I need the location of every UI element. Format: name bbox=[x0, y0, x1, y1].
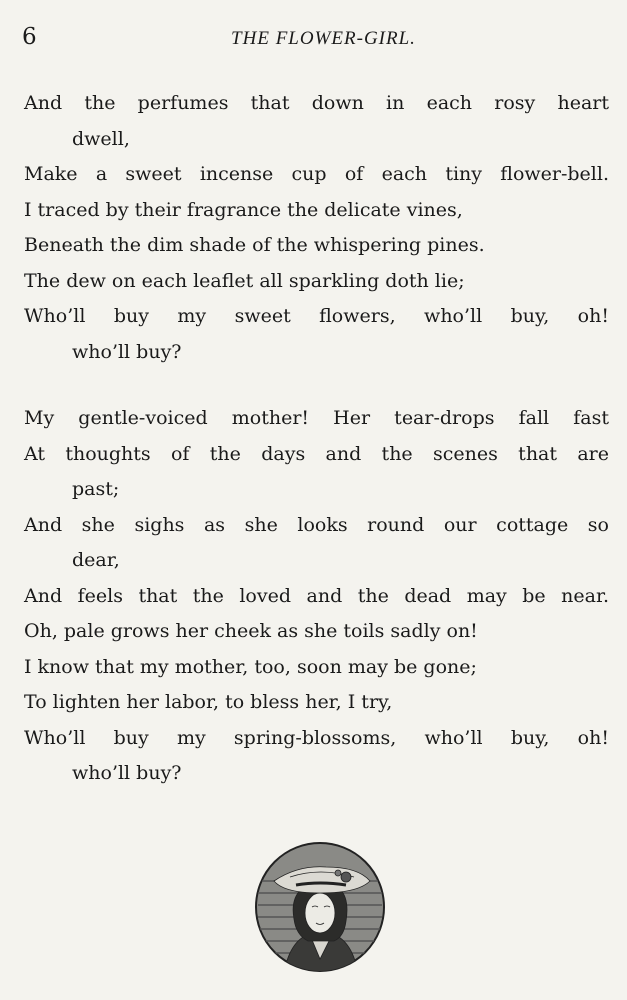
flower-girl-portrait-icon bbox=[254, 841, 386, 973]
poem-line: My gentle-voiced mother! Her tear-drops fall fast bbox=[24, 407, 609, 429]
stanza-2 bbox=[24, 401, 609, 792]
poem-line: And she sighs as she looks round our cottage so bbox=[24, 513, 609, 536]
poem-line: I know that my mother, too, soon may be gone; bbox=[24, 655, 477, 678]
stanza-gap bbox=[24, 370, 609, 401]
page-number: 6 bbox=[22, 24, 37, 50]
stanza-1 bbox=[24, 86, 609, 370]
poem-line: who’ll buy? bbox=[72, 762, 182, 784]
poem-body bbox=[24, 86, 609, 792]
poem-line: And feels that the loved and the dead may be near. bbox=[24, 584, 609, 607]
poem-line: who’ll buy? bbox=[72, 340, 182, 363]
poem-line: At thoughts of the days and the scenes that are bbox=[24, 442, 609, 465]
poem-line: Beneath the dim shade of the whispering pines. bbox=[24, 234, 485, 256]
poem-line: And the perfumes that down in each rosy heart bbox=[24, 92, 609, 114]
poem-line: I traced by their fragrance the delicate vines, bbox=[24, 198, 463, 221]
poem-line: The dew on each leaflet all sparkling doth lie; bbox=[24, 269, 465, 292]
poem-line: Who’ll buy my spring-blossoms, who’ll buy, oh! bbox=[24, 726, 609, 749]
poem-line: Oh, pale grows her cheek as she toils sadly on! bbox=[24, 620, 478, 642]
poem-line: dwell, bbox=[72, 127, 130, 150]
poem-line: past; bbox=[72, 478, 120, 500]
poem-line: Make a sweet incense cup of each tiny flower-bell. bbox=[24, 163, 609, 185]
running-title: THE FLOWER-GIRL. bbox=[231, 28, 416, 49]
poem-line: Who’ll buy my sweet flowers, who’ll buy, oh! bbox=[24, 305, 609, 327]
poem-line: dear, bbox=[72, 549, 120, 571]
poem-line: To lighten her labor, to bless her, I try, bbox=[24, 691, 393, 713]
